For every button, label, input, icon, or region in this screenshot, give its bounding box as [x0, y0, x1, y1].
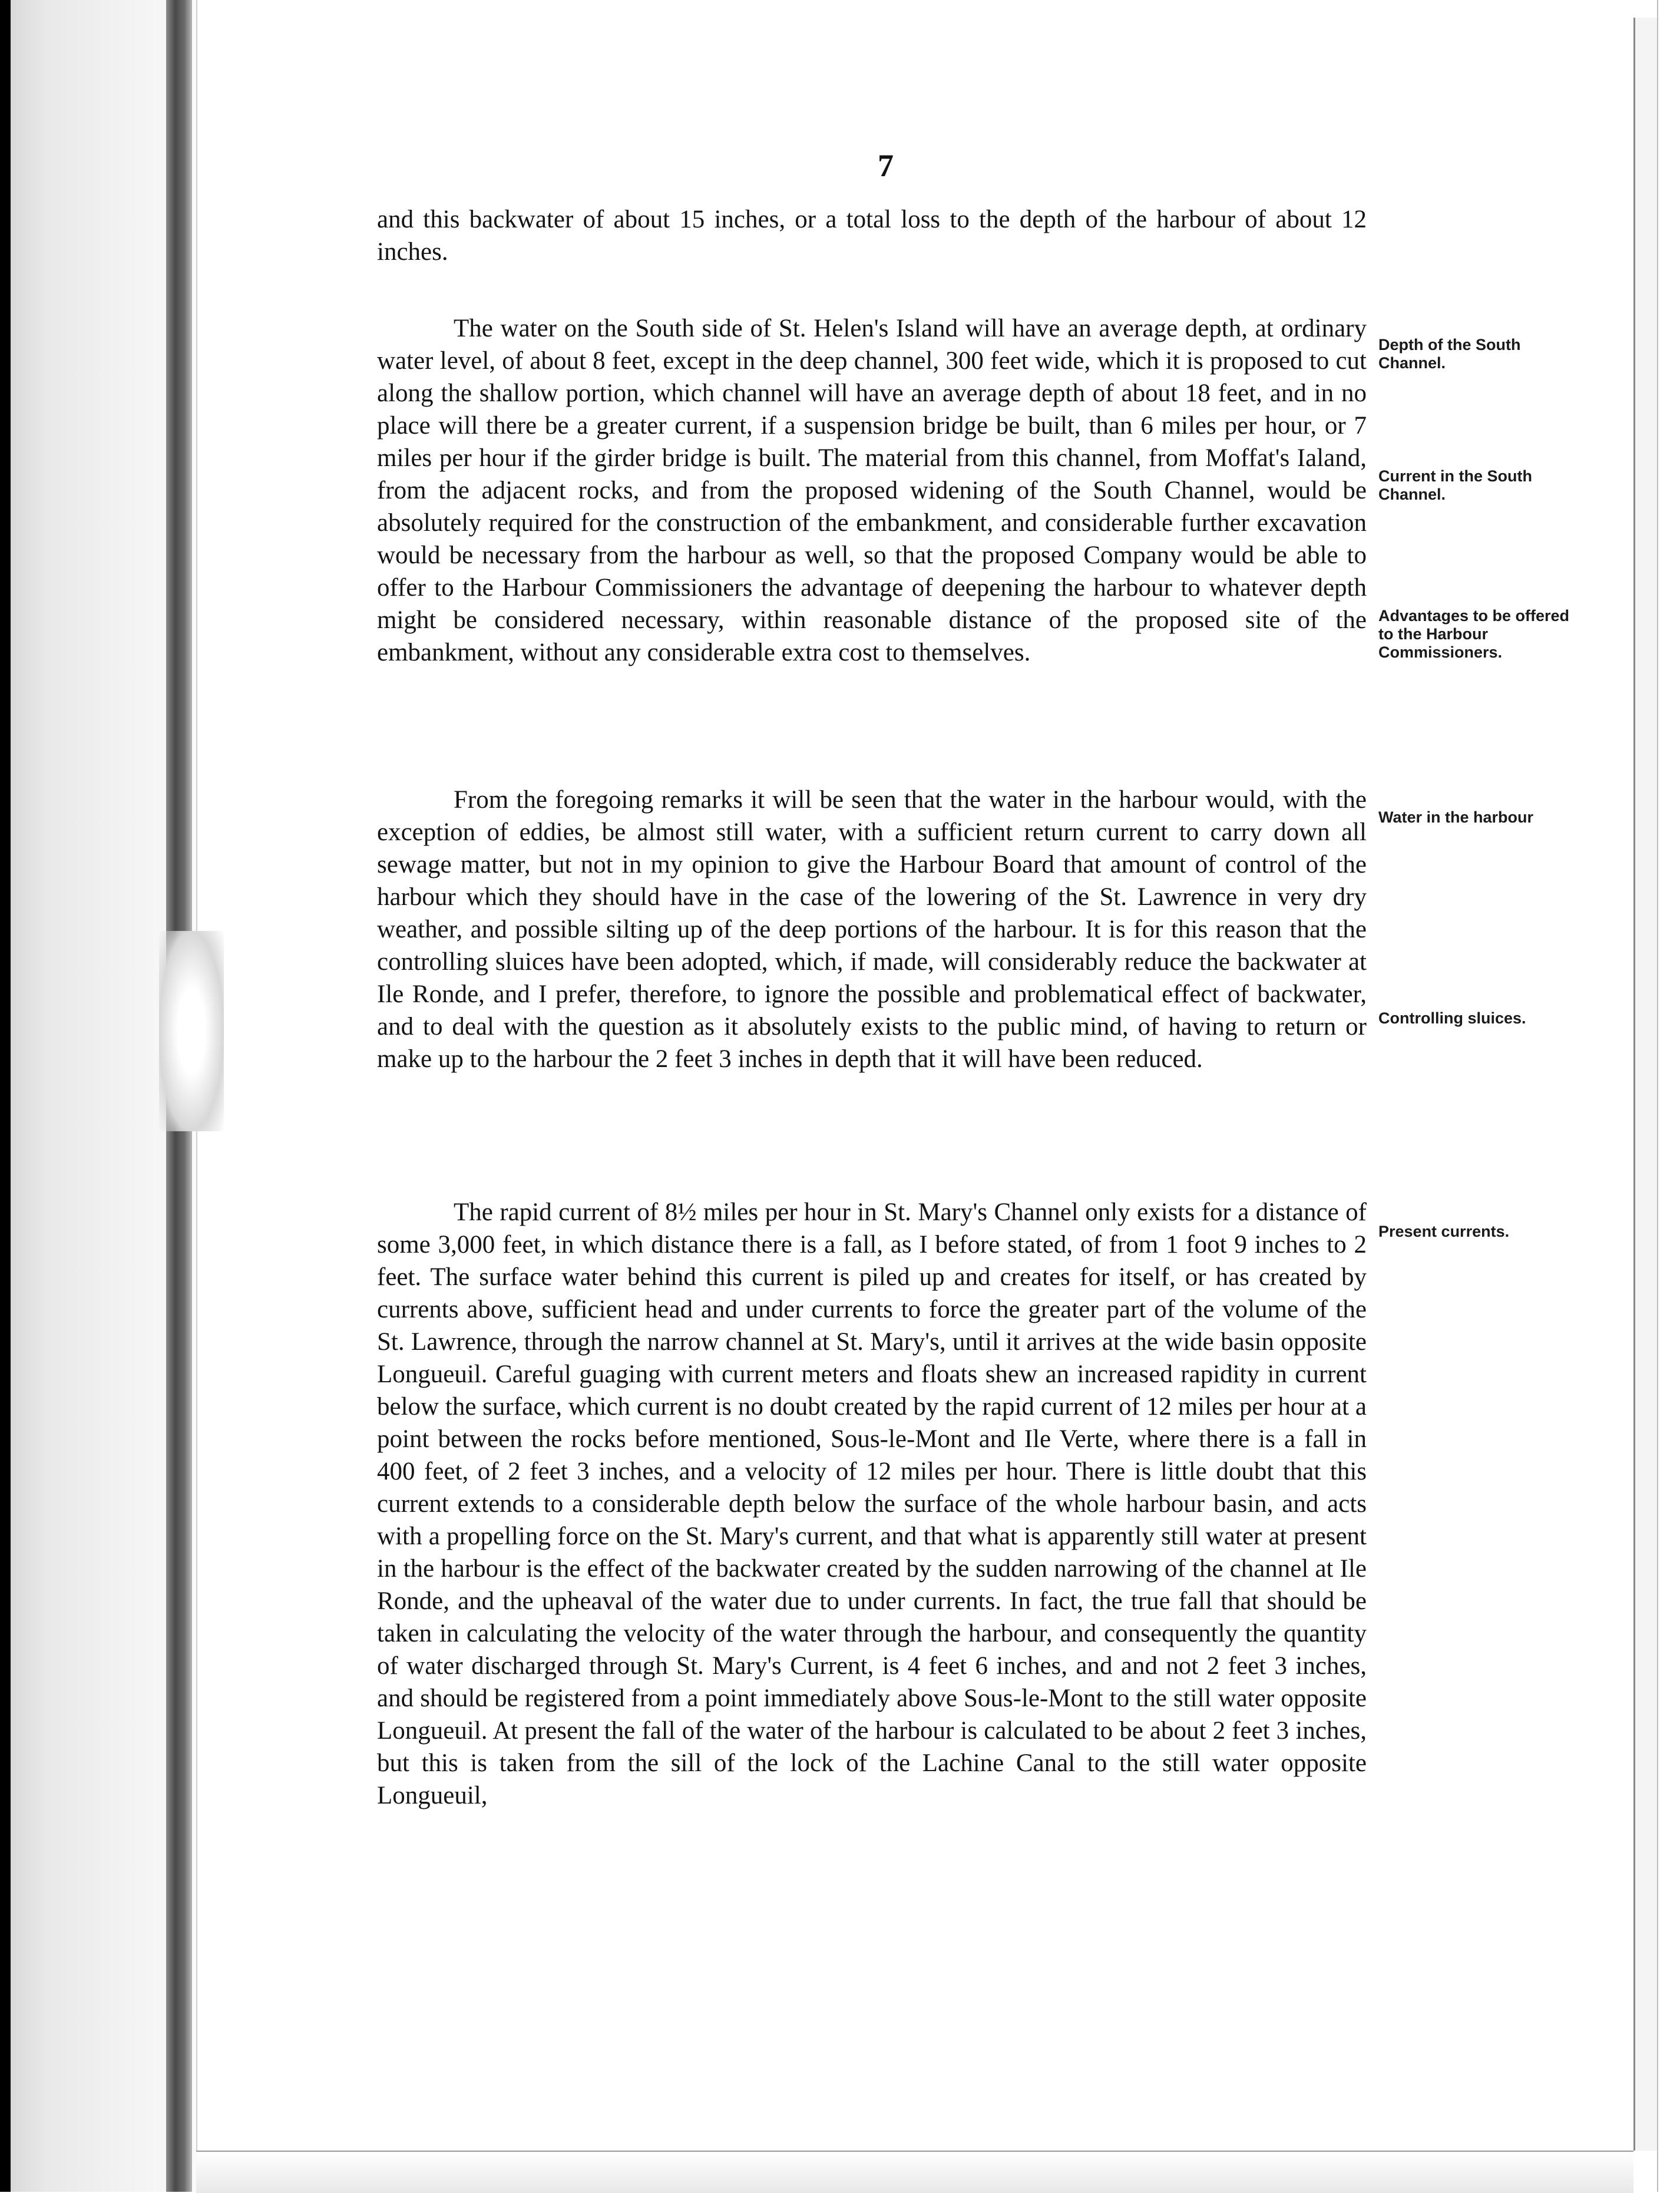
page-right-margin [1657, 0, 1680, 2192]
paragraph-text: The rapid current of 8½ miles per hour in St. Mary's Channel only exists for a distance of some 3,000 feet, in which distance there is a fall, as I before stated, of from 1 foot 9 inches to 2 feet. The surface water behind this current is piled up and creates for itself, or has created by currents above, sufficient head and under currents to force the greater part of the volume of the St. Lawrence, through the narrow channel at St. Mary's, until it arrives at the wide basin opposite Longueuil. Careful guaging with current meters and floats shew an increased rapidity in current below the surface, which current is no doubt created by the rapid current of 12 miles per hour at a point between the rocks before mentioned, Sous-le-Mont and Ile Verte, where there is a fall in 400 feet, of 2 feet 3 inches, and a velocity of 12 miles per hour. There is little doubt that this current extends to a considerable depth below the surface of the whole harbour basin, and acts with a propelling force on the St. Mary's current, and that what is apparently still water at present in the harbour is the effect of the backwater created by the sudden narrowing of the channel at Ile Ronde, and the upheaval of the water due to under currents. In fact, the true fall that should be taken in calculating the velocity of the water through the harbour, and consequently the quantity of water discharged through St. Mary's Current, is 4 feet 6 inches, and and not 2 feet 3 inches, and should be registered from a point immediately above Sous-le-Mont to the still water opposite Longueuil. At present the fall of the water of the harbour is calculated to be about 2 feet 3 inches, but this is taken from the sill of the lock of the Lachine Canal to the still water opposite Longueuil, [377, 1198, 1367, 1809]
binding-edge [0, 0, 11, 2192]
margin-note-controlling-sluices: Controlling sluices. [1378, 1009, 1526, 1027]
page-right-edge [1633, 18, 1659, 2151]
paragraph-text: and this backwater of about 15 inches, or a total loss to the depth of the harbour of about 12 inches. [377, 206, 1367, 266]
page-number: 7 [878, 148, 894, 183]
margin-note-present-currents: Present currents. [1378, 1223, 1510, 1240]
paragraph-text: From the foregoing remarks it will be seen that the water in the harbour would, with the exception of eddies, be almost still water, with a sufficient return current to carry down all sewage matter, but not in my opinion to give the Harbour Board that amount of control of the harbour which they should have in the case of the lowering of the St. Lawrence in very dry weather, and possible silting up of the deep portions of the harbour. It is for this reason that the controlling sluices have been adopted, which, if made, will considerably reduce the backwater at Ile Ronde, and I prefer, therefore, to ignore the possible and problematical effect of backwater, and to deal with the question as it absolutely exists to the public mind, of having to return or make up to the harbour the 2 feet 3 inches in depth that it will have been reduced. [377, 786, 1367, 1073]
paragraph-2 [377, 312, 1367, 669]
page-bottom-edge [196, 2151, 1633, 2193]
margin-note-depth-south-channel: Depth of the South Channel. [1378, 336, 1521, 372]
paragraph-1 [377, 203, 1367, 268]
paragraph-3 [377, 784, 1367, 1075]
paragraph-text: The water on the South side of St. Helen's Island will have an average depth, at ordinary water level, of about 8 feet, except in the deep channel, 300 feet wide, which it is proposed to cut along the shallow portion, which channel will have an average depth of about 18 feet, and in no place will there be a greater current, if a suspension bridge be built, than 6 miles per hour, or 7 miles per hour if the girder bridge is built. The material from this channel, from Moffat's Ialand, from the adjacent rocks, and from the proposed widening of the South Channel, would be absolutely required for the construction of the embankment, and considerable further excavation would be necessary from the harbour as well, so that the proposed Company would be able to offer to the Harbour Commissioners the advantage of deepening the harbour to whatever depth might be considered necessary, within reasonable distance of the proposed site of the embankment, without any considerable extra cost to themselves. [377, 315, 1367, 666]
margin-note-advantages: Advantages to be offered to the Harbour Commissioners. [1378, 607, 1570, 661]
scan-smudge [159, 931, 224, 1131]
paragraph-4 [377, 1196, 1367, 1812]
margin-note-current-south-channel: Current in the South Channel. [1378, 467, 1532, 503]
margin-note-water-in-harbour: Water in the harbour [1378, 808, 1534, 826]
